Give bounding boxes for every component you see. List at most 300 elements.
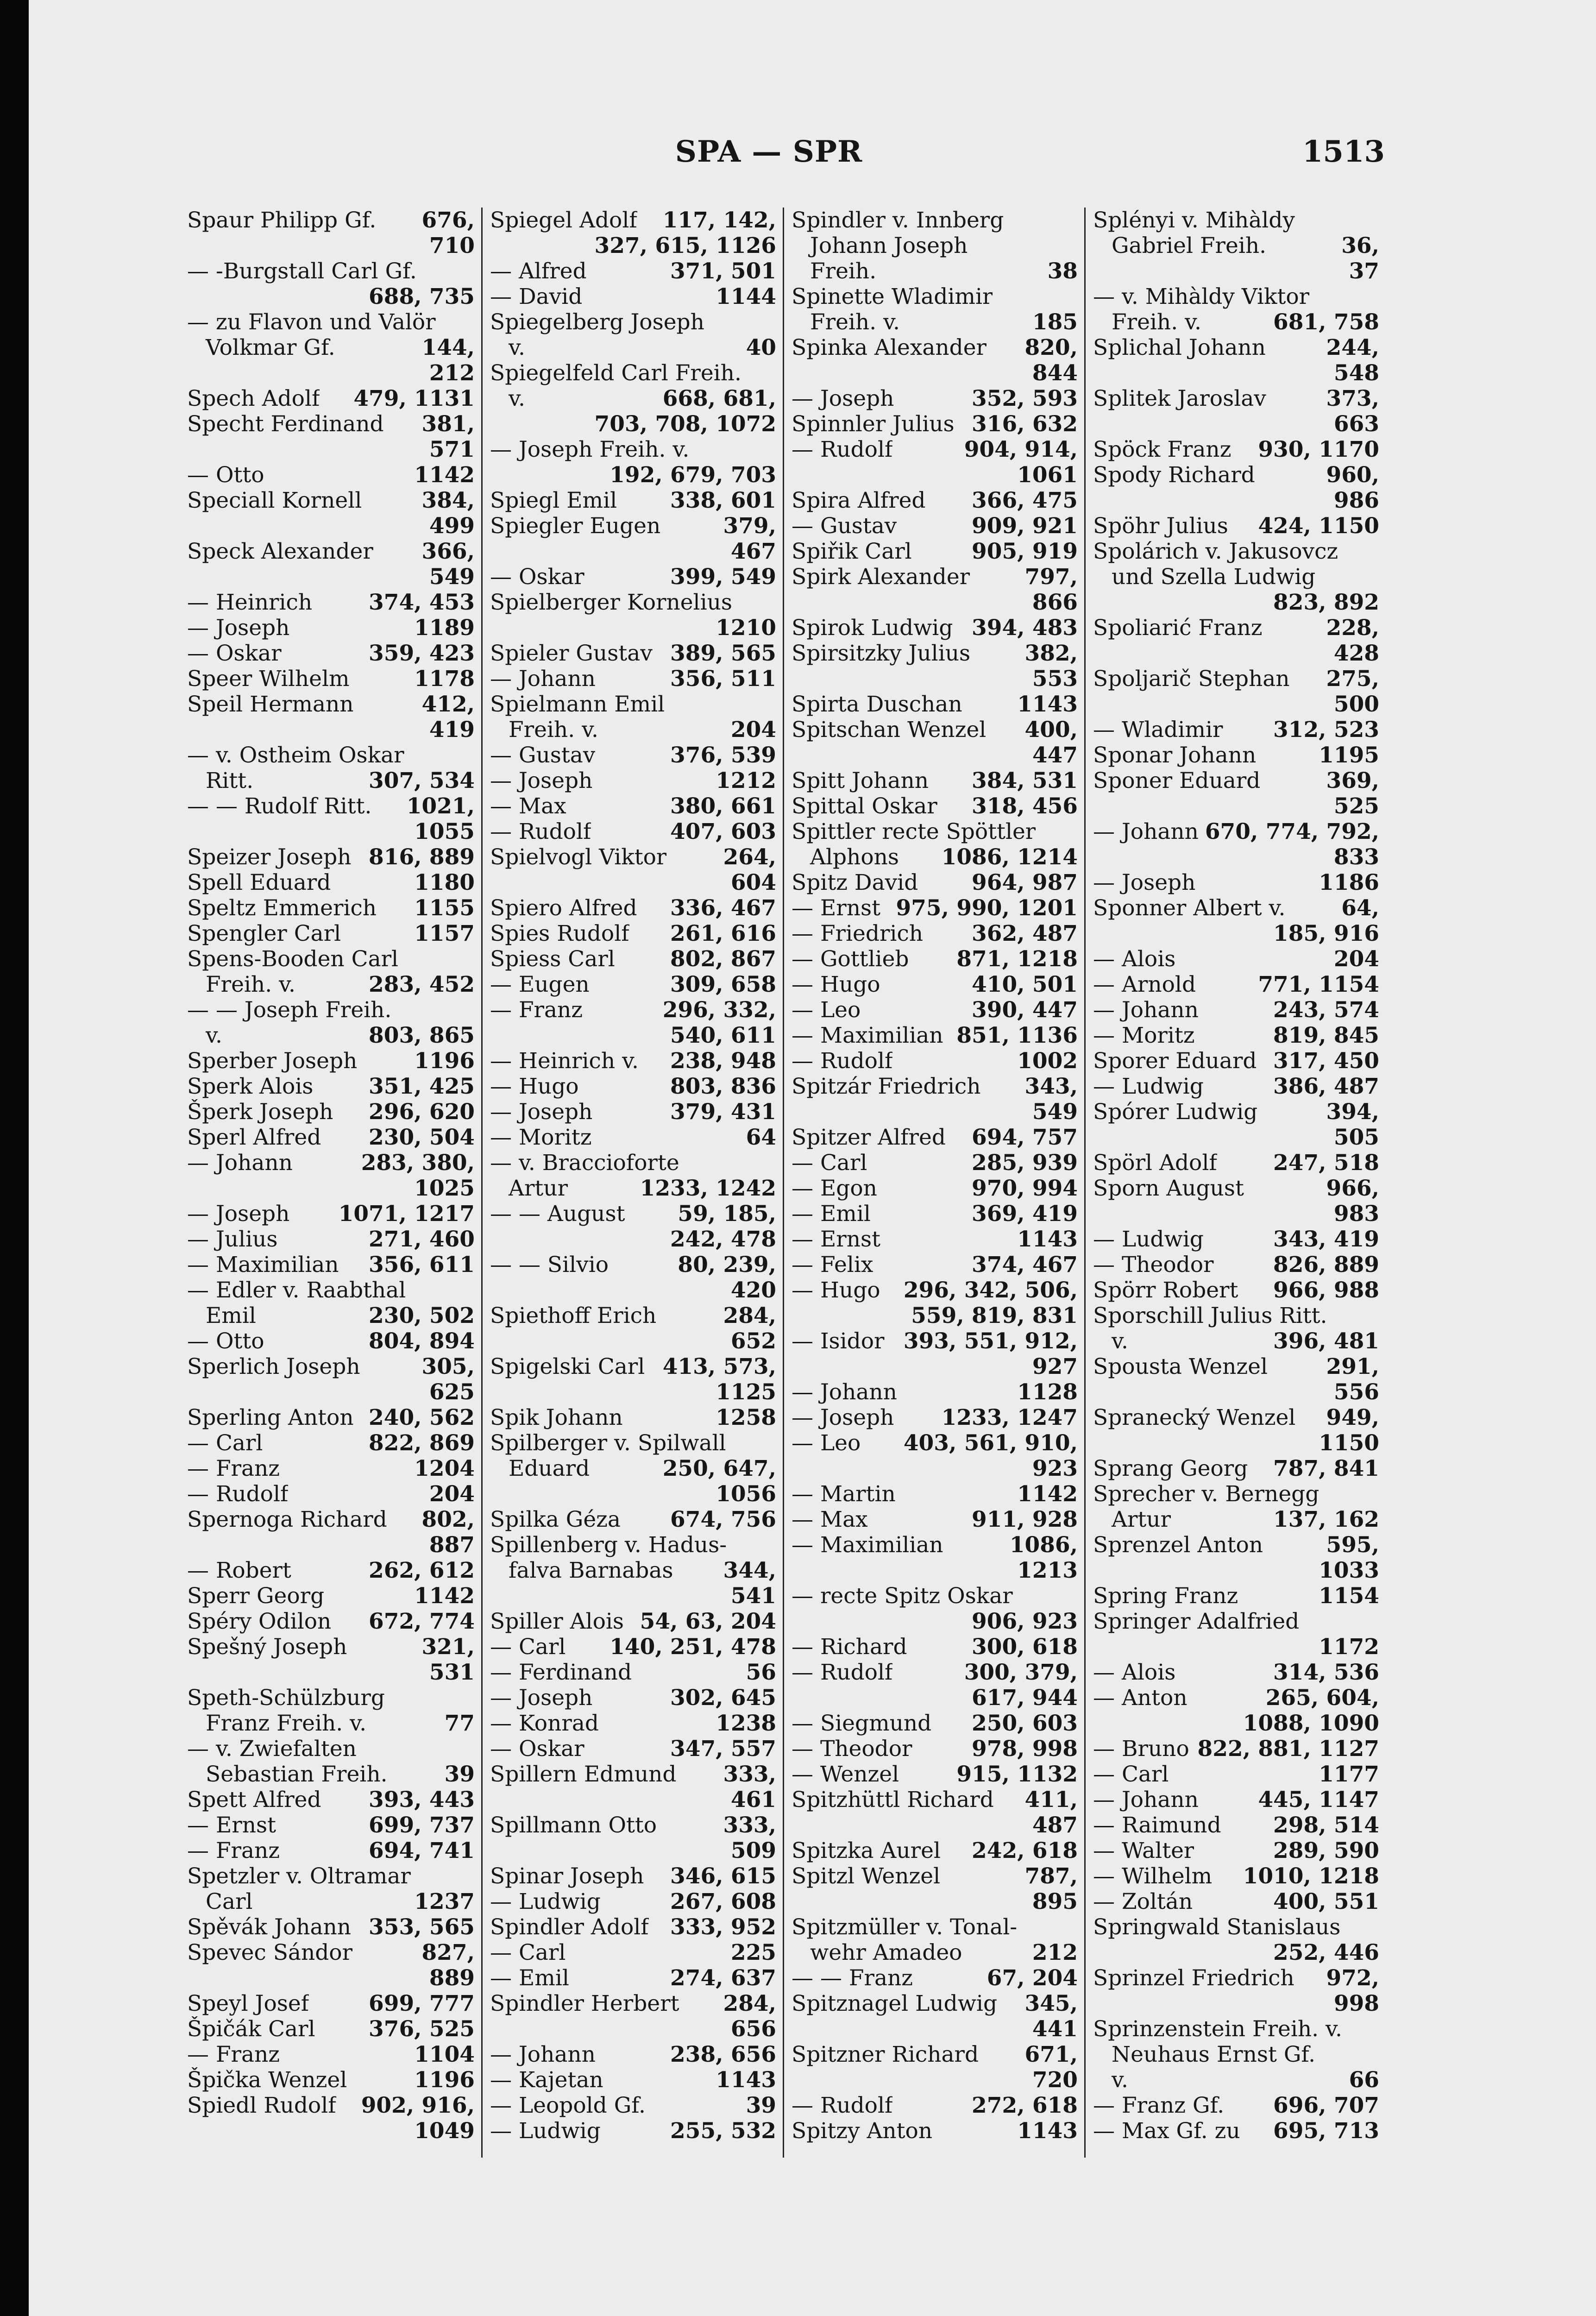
entry-name: — Leo xyxy=(792,1430,861,1456)
index-entry xyxy=(490,1303,776,1328)
scan-edge-left xyxy=(0,0,29,2316)
entry-pages: 699, 777 xyxy=(369,1991,475,2016)
entry-pages: 264, xyxy=(723,844,776,870)
entry-pages: 271, 460 xyxy=(369,1227,475,1252)
entry-name: — Joseph xyxy=(187,1201,290,1227)
index-entry xyxy=(1093,1125,1379,1150)
entry-name: — Oskar xyxy=(490,564,584,590)
entry-name: Spöhr Julius xyxy=(1093,513,1228,539)
entry-pages: 553 xyxy=(1032,666,1078,692)
index-entry xyxy=(490,1838,776,1863)
entry-name: Spinar Joseph xyxy=(490,1863,644,1889)
entry-pages: 369, 419 xyxy=(972,1201,1078,1227)
entry-pages: 140, 251, 478 xyxy=(609,1634,776,1660)
entry-pages: 37 xyxy=(1349,258,1379,284)
entry-pages: 307, 534 xyxy=(369,768,475,793)
entry-name: — Hugo xyxy=(792,972,880,997)
index-entry xyxy=(490,641,776,666)
entry-pages: 382, xyxy=(1024,641,1078,666)
entry-pages: 1150 xyxy=(1319,1430,1379,1456)
index-entry xyxy=(490,1940,776,1965)
entry-pages: 243, 574 xyxy=(1273,997,1379,1023)
index-entry xyxy=(490,997,776,1023)
index-entry xyxy=(1093,1787,1379,1813)
entry-name: Splitek Jaroslav xyxy=(1093,386,1266,411)
entry-name: — Ludwig xyxy=(1093,1227,1204,1252)
index-entry xyxy=(1093,488,1379,513)
entry-name: — Johann xyxy=(1093,819,1199,844)
entry-name: Sponer Eduard xyxy=(1093,768,1261,793)
index-entry xyxy=(187,1328,475,1354)
index-entry xyxy=(490,488,776,513)
entry-pages: 797, xyxy=(1024,564,1078,590)
entry-pages: 1061 xyxy=(1017,462,1078,488)
index-entry xyxy=(1093,1583,1379,1609)
entry-pages: 305, xyxy=(421,1354,475,1379)
entry-name: Spielvogl Viktor xyxy=(490,844,667,870)
entry-name: Spinette Wladimir xyxy=(792,284,993,309)
entry-name: — Rudolf xyxy=(490,819,591,844)
entry-pages: 347, 557 xyxy=(670,1736,776,1762)
entry-pages: 927 xyxy=(1032,1354,1078,1379)
index-entry xyxy=(490,768,776,793)
entry-name: Spittler recte Spöttler xyxy=(792,819,1036,844)
entry-name: — Max Gf. zu xyxy=(1093,2118,1240,2144)
entry-pages: 300, 618 xyxy=(972,1634,1078,1660)
entry-pages: 77 xyxy=(444,1711,475,1736)
index-entry xyxy=(1093,946,1379,972)
entry-pages: 284, xyxy=(723,1303,776,1328)
index-entry xyxy=(1093,208,1379,233)
entry-pages: 975, 990, 1201 xyxy=(896,895,1078,921)
entry-pages: 1128 xyxy=(1017,1379,1078,1405)
entry-name: — Heinrich v. xyxy=(490,1048,639,1074)
entry-name: — Joseph xyxy=(490,768,593,793)
entry-pages: 228, xyxy=(1326,615,1379,641)
index-entry xyxy=(792,1430,1078,1456)
index-entry xyxy=(1093,1609,1379,1634)
entry-pages: 652 xyxy=(730,1328,776,1354)
index-entry xyxy=(187,641,475,666)
index-entry xyxy=(187,513,475,539)
entry-pages: 571 xyxy=(429,437,475,462)
entry-pages: 1195 xyxy=(1319,743,1379,768)
entry-name: Spoliarić Franz xyxy=(1093,615,1263,641)
entry-name: Neuhaus Ernst Gf. xyxy=(1112,2042,1316,2067)
entry-name: Spiegler Eugen xyxy=(490,513,661,539)
index-entry xyxy=(792,1252,1078,1278)
index-entry xyxy=(187,1227,475,1252)
entry-name: Spetzler v. Oltramar xyxy=(187,1863,411,1889)
entry-name: Spitzy Anton xyxy=(792,2118,933,2144)
index-entry xyxy=(187,1736,475,1762)
entry-pages: 394, xyxy=(1326,1099,1379,1125)
index-entry xyxy=(187,258,475,284)
index-entry xyxy=(187,921,475,946)
entry-name: Spech Adolf xyxy=(187,386,320,411)
entry-pages: 230, 504 xyxy=(369,1125,475,1150)
entry-pages: 379, 431 xyxy=(670,1099,776,1125)
entry-pages: 1189 xyxy=(414,615,475,641)
entry-pages: 1186 xyxy=(1319,870,1379,895)
entry-pages: 1143 xyxy=(1017,1227,1078,1252)
index-entry xyxy=(792,1685,1078,1711)
index-entry xyxy=(792,870,1078,895)
entry-pages: 866 xyxy=(1032,590,1078,615)
entry-name: Spěvák Johann xyxy=(187,1914,352,1940)
entry-pages: 192, 679, 703 xyxy=(609,462,776,488)
index-entry xyxy=(1093,743,1379,768)
entry-name: Sprang Georg xyxy=(1093,1456,1248,1481)
index-entry xyxy=(187,1863,475,1889)
entry-name: Spörl Adolf xyxy=(1093,1150,1217,1176)
entry-pages: 56 xyxy=(746,1660,776,1685)
index-entry xyxy=(490,1099,776,1125)
entry-name: — Joseph xyxy=(490,1099,593,1125)
index-entry xyxy=(187,386,475,411)
entry-pages: 904, 914, xyxy=(964,437,1078,462)
index-entry xyxy=(187,1354,475,1379)
entry-name: Speltz Emmerich xyxy=(187,895,377,921)
entry-name: Spirok Ludwig xyxy=(792,615,953,641)
entry-pages: 1021, xyxy=(406,793,475,819)
entry-pages: 318, 456 xyxy=(972,793,1078,819)
entry-name: Spengler Carl xyxy=(187,921,341,946)
entry-name: Spindler v. Innberg xyxy=(792,208,1004,233)
index-entry xyxy=(1093,1074,1379,1099)
entry-pages: 373, xyxy=(1326,386,1379,411)
index-entry xyxy=(1093,564,1379,590)
index-entry xyxy=(792,1354,1078,1379)
index-entry xyxy=(1093,793,1379,819)
entry-name: Sperber Joseph xyxy=(187,1048,358,1074)
entry-pages: 411, xyxy=(1024,1787,1078,1813)
entry-pages: 625 xyxy=(429,1379,475,1405)
entry-name: Spiller Alois xyxy=(490,1609,624,1634)
index-entry xyxy=(1093,2016,1379,2042)
index-entry xyxy=(792,641,1078,666)
index-entry xyxy=(792,309,1078,335)
index-entry xyxy=(1093,1532,1379,1558)
index-entry xyxy=(490,2118,776,2144)
entry-name: — — Rudolf Ritt. xyxy=(187,793,372,819)
index-entry xyxy=(792,743,1078,768)
entry-name: Spinka Alexander xyxy=(792,335,987,360)
entry-pages: 509 xyxy=(730,1838,776,1863)
entry-pages: 346, 615 xyxy=(670,1863,776,1889)
entry-pages: 1055 xyxy=(414,819,475,844)
entry-pages: 1002 xyxy=(1017,1048,1078,1074)
index-entry xyxy=(187,1125,475,1150)
index-entry xyxy=(1093,539,1379,564)
index-entry xyxy=(1093,666,1379,692)
entry-pages: 681, 758 xyxy=(1273,309,1379,335)
entry-name: Spell Eduard xyxy=(187,870,331,895)
index-entry xyxy=(490,1379,776,1405)
index-entry xyxy=(792,488,1078,513)
entry-pages: 394, 483 xyxy=(972,615,1078,641)
entry-pages: 393, 443 xyxy=(369,1787,475,1813)
index-entry xyxy=(1093,1405,1379,1430)
entry-name: — Moritz xyxy=(490,1125,592,1150)
entry-name: Spielmann Emil xyxy=(490,692,665,717)
entry-name: — Ernst xyxy=(792,1227,880,1252)
entry-name: — Ernst xyxy=(187,1813,276,1838)
index-entry xyxy=(792,462,1078,488)
entry-pages: 1258 xyxy=(716,1405,776,1430)
index-entry xyxy=(1093,1558,1379,1583)
index-entry xyxy=(1093,462,1379,488)
index-entry xyxy=(490,1660,776,1685)
index-entry xyxy=(187,1762,475,1787)
index-entry xyxy=(792,2042,1078,2067)
entry-pages: 300, 379, xyxy=(964,1660,1078,1685)
index-entry xyxy=(792,208,1078,233)
index-entry xyxy=(187,946,475,972)
entry-pages: 816, 889 xyxy=(369,844,475,870)
index-column-3 xyxy=(783,208,1084,2158)
entry-name: — Theodor xyxy=(792,1736,912,1762)
index-entry xyxy=(792,1762,1078,1787)
index-entry xyxy=(490,1762,776,1787)
index-entry xyxy=(490,335,776,360)
entry-name: Spillern Edmund xyxy=(490,1762,677,1787)
index-entry xyxy=(1093,1048,1379,1074)
entry-name: — Ludwig xyxy=(490,2118,601,2144)
index-entry xyxy=(187,309,475,335)
entry-name: Sprinzenstein Freih. v. xyxy=(1093,2016,1342,2042)
entry-pages: 1233, 1242 xyxy=(640,1176,776,1201)
index-entry xyxy=(490,921,776,946)
entry-name: — Isidor xyxy=(792,1328,885,1354)
index-entry xyxy=(490,819,776,844)
entry-pages: 272, 618 xyxy=(972,2093,1078,2118)
entry-name: Artur xyxy=(509,1176,568,1201)
index-entry xyxy=(1093,921,1379,946)
index-entry xyxy=(792,1609,1078,1634)
entry-name: Spieler Gustav xyxy=(490,641,653,666)
index-entry xyxy=(490,1914,776,1940)
entry-pages: 39 xyxy=(444,1762,475,1787)
entry-name: Šperk Joseph xyxy=(187,1099,333,1125)
entry-name: — Gustav xyxy=(490,743,596,768)
entry-pages: 366, xyxy=(421,539,475,564)
entry-name: Spitschan Wenzel xyxy=(792,717,987,743)
entry-pages: 366, 475 xyxy=(972,488,1078,513)
index-entry xyxy=(187,1787,475,1813)
index-entry xyxy=(187,335,475,360)
index-entry xyxy=(792,1201,1078,1227)
index-entry xyxy=(187,692,475,717)
entry-pages: 906, 923 xyxy=(972,1609,1078,1634)
index-entry xyxy=(490,360,776,386)
entry-pages: 321, xyxy=(421,1634,475,1660)
index-entry xyxy=(187,2093,475,2118)
index-entry xyxy=(490,870,776,895)
entry-pages: 826, 889 xyxy=(1273,1252,1379,1278)
entry-name: — Otto xyxy=(187,1328,264,1354)
index-entry xyxy=(1093,309,1379,335)
index-entry xyxy=(490,1150,776,1176)
index-entry xyxy=(187,997,475,1023)
entry-name: Freih. xyxy=(810,258,877,284)
entry-name: Spindler Adolf xyxy=(490,1914,649,1940)
entry-pages: 371, 501 xyxy=(670,258,776,284)
entry-pages: 344, xyxy=(723,1558,776,1583)
entry-pages: 720 xyxy=(1032,2067,1078,2093)
index-entry xyxy=(490,258,776,284)
entry-name: — Franz xyxy=(187,1838,280,1863)
index-entry xyxy=(792,1838,1078,1863)
index-entry xyxy=(792,1099,1078,1125)
entry-pages: 185, 916 xyxy=(1273,921,1379,946)
entry-pages: 261, 616 xyxy=(670,921,776,946)
index-entry xyxy=(792,1278,1078,1303)
index-entry xyxy=(187,1023,475,1048)
entry-pages: 1071, 1217 xyxy=(338,1201,475,1227)
entry-name: Spoljarič Stephan xyxy=(1093,666,1290,692)
entry-pages: 374, 467 xyxy=(972,1252,1078,1278)
entry-pages: 819, 845 xyxy=(1273,1023,1379,1048)
entry-name: Spitzmüller v. Tonal- xyxy=(792,1914,1018,1940)
entry-name: Splényi v. Mihàldy xyxy=(1093,208,1295,233)
entry-name: Sperlich Joseph xyxy=(187,1354,360,1379)
index-entry xyxy=(1093,1660,1379,1685)
index-entry xyxy=(490,1507,776,1532)
entry-pages: 284, xyxy=(723,1991,776,2016)
index-entry xyxy=(1093,1456,1379,1481)
entry-name: Spitt Johann xyxy=(792,768,929,793)
index-entry xyxy=(187,895,475,921)
index-entry xyxy=(490,564,776,590)
index-entry xyxy=(490,1787,776,1813)
index-entry xyxy=(1093,717,1379,743)
entry-pages: 1196 xyxy=(414,2067,475,2093)
index-entry xyxy=(490,2042,776,2067)
entry-pages: 699, 737 xyxy=(369,1813,475,1838)
entry-name: Ritt. xyxy=(206,768,254,793)
entry-pages: 447 xyxy=(1032,743,1078,768)
entry-pages: 1180 xyxy=(414,870,475,895)
entry-pages: 911, 928 xyxy=(972,1507,1078,1532)
entry-pages: 1142 xyxy=(1017,1481,1078,1507)
index-entry xyxy=(490,386,776,411)
entry-pages: 771, 1154 xyxy=(1258,972,1379,997)
entry-pages: 871, 1218 xyxy=(956,946,1078,972)
index-entry xyxy=(490,692,776,717)
entry-name: Spens-Booden Carl xyxy=(187,946,399,972)
index-entry xyxy=(1093,1328,1379,1354)
entry-name: Spiethoff Erich xyxy=(490,1303,657,1328)
entry-name: Spittal Oskar xyxy=(792,793,937,819)
entry-pages: 374, 453 xyxy=(369,590,475,615)
entry-pages: 556 xyxy=(1333,1379,1379,1405)
entry-name: Spira Alfred xyxy=(792,488,926,513)
index-entry xyxy=(792,1150,1078,1176)
entry-name: Speer Wilhelm xyxy=(187,666,350,692)
entry-pages: 407, 603 xyxy=(670,819,776,844)
entry-pages: 314, 536 xyxy=(1273,1660,1379,1685)
entry-name: Spitz David xyxy=(792,870,918,895)
index-entry xyxy=(792,717,1078,743)
entry-name: — Alfred xyxy=(490,258,587,284)
entry-name: — Joseph xyxy=(1093,870,1196,895)
entry-pages: 1233, 1247 xyxy=(941,1405,1078,1430)
index-entry xyxy=(187,1558,475,1583)
entry-name: Sprenzel Anton xyxy=(1093,1532,1263,1558)
index-entry xyxy=(792,1736,1078,1762)
entry-pages: 283, 452 xyxy=(369,972,475,997)
entry-name: — Franz xyxy=(490,997,583,1023)
index-entry xyxy=(792,1227,1078,1252)
index-entry xyxy=(490,1558,776,1583)
entry-pages: 1154 xyxy=(1319,1583,1379,1609)
entry-name: Springwald Stanislaus xyxy=(1093,1914,1341,1940)
index-entry xyxy=(792,335,1078,360)
entry-pages: 787, 841 xyxy=(1273,1456,1379,1481)
index-entry xyxy=(490,615,776,641)
index-entry xyxy=(490,844,776,870)
entry-name: Spitzhüttl Richard xyxy=(792,1787,994,1813)
entry-pages: 352, 593 xyxy=(972,386,1078,411)
index-entry xyxy=(792,666,1078,692)
index-entry xyxy=(1093,1736,1379,1762)
entry-pages: 333, xyxy=(723,1813,776,1838)
index-entry xyxy=(187,1481,475,1507)
entry-pages: 204 xyxy=(1333,946,1379,972)
entry-name: — Edler v. Raabthal xyxy=(187,1278,406,1303)
entry-pages: 327, 615, 1126 xyxy=(594,233,776,258)
entry-name: — Rudolf xyxy=(792,1048,893,1074)
entry-name: — — Silvio xyxy=(490,1252,609,1278)
entry-name: Spöck Franz xyxy=(1093,437,1232,462)
entry-name: — Zoltán xyxy=(1093,1889,1193,1914)
entry-pages: 242, 478 xyxy=(670,1227,776,1252)
entry-name: Spillmann Otto xyxy=(490,1813,657,1838)
index-entry xyxy=(490,972,776,997)
entry-pages: 336, 467 xyxy=(670,895,776,921)
index-entry xyxy=(187,1813,475,1838)
entry-name: Špička Wenzel xyxy=(187,2067,347,2093)
entry-name: Spiegel Adolf xyxy=(490,208,637,233)
entry-name: Spirta Duschan xyxy=(792,692,962,717)
index-entry xyxy=(187,1609,475,1634)
index-entry xyxy=(490,1074,776,1099)
entry-pages: 833 xyxy=(1333,844,1379,870)
index-entry xyxy=(792,1532,1078,1558)
index-entry xyxy=(490,284,776,309)
index-column-1 xyxy=(180,208,481,2158)
index-entry xyxy=(187,717,475,743)
index-entry xyxy=(187,1634,475,1660)
entry-name: Spiegelberg Joseph xyxy=(490,309,704,335)
entry-pages: 204 xyxy=(730,717,776,743)
page-number: 1513 xyxy=(1302,134,1385,169)
entry-name: — Johann xyxy=(792,1379,897,1405)
index-entry xyxy=(1093,1023,1379,1048)
entry-name: Spigelski Carl xyxy=(490,1354,645,1379)
index-entry xyxy=(490,309,776,335)
index-entry xyxy=(490,1863,776,1889)
index-entry xyxy=(187,284,475,309)
entry-pages: 1178 xyxy=(414,666,475,692)
entry-pages: 695, 713 xyxy=(1273,2118,1379,2144)
entry-name: — Richard xyxy=(792,1634,907,1660)
entry-pages: 66 xyxy=(1349,2067,1379,2093)
entry-pages: 820, xyxy=(1024,335,1078,360)
index-entry xyxy=(792,1889,1078,1914)
index-entry xyxy=(1093,1252,1379,1278)
